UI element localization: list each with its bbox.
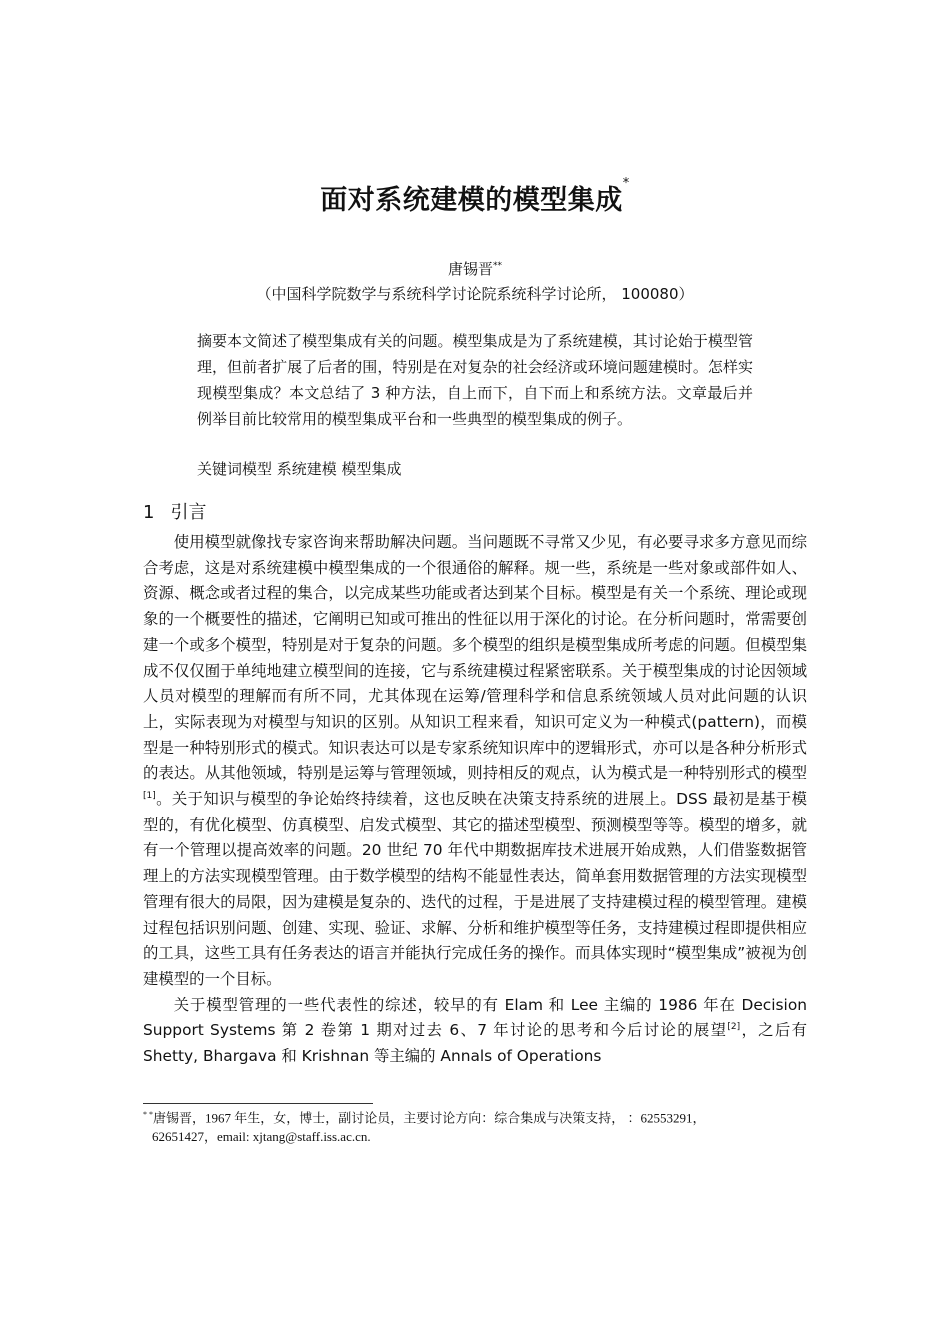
paragraph-2-part-1: 关于模型管理的一些代表性的综述，较早的有 Elam 和 Lee 主编的 1986 年在 Decision Support Systems 第 2 卷第 1 期对过去 6、7 年讨论的思考和今后讨论的展望: [143, 995, 807, 1040]
section-title: 引言: [170, 502, 207, 523]
paragraph-1-part-1: 使用模型就像找专家咨询来帮助解决问题。当问题既不寻常又少见，有必要寻求多方意见而综合考虑，这是对系统建模中模型集成的一个很通俗的解释。规一些，系统是一些对象或部件如人、资源、概念或者过程的集合，以完成某些功能或者达到某个目标。模型是有关一个系统、理论或现象的一个概要性的描述，它阐明已知或可推出的性征以用于深化的讨论。在分析问题时，常需要创建一个或多个模型，特别是对于复杂的问题。多个模型的组织是模型集成所考虑的问题。但模型集成不仅仅囿于单纯地建立模型间的连接，它与系统建模过程紧密联系。关于模型集成的讨论因领域人员对模型的理解而有所不同，尤其体现在运筹/管理科学和信息系统领域人员对此问题的认识上，实际表现为对模型与知识的区别。从知识工程来看，知识可定义为一种模式(pattern)，而模型是一种特别形式的模式。知识表达可以是专家系统知识库中的逻辑形式，亦可以是各种分析形式的表达。从其他领域，特别是运筹与管理领域，则持相反的观点，认为模式是一种特别形式的模型: [143, 533, 807, 783]
abstract: 摘要本文简述了模型集成有关的问题。模型集成是为了系统建模，其讨论始于模型管理，但前者扩展了后者的围，特别是在对复杂的社会经济或环境问题建模时。怎样实现模型集成？本文总结了 3 种方法，自上而下，自下而上和系统方法。文章最后并例举目前比较常用的模型集成平台和一些典型的模型集成的例子。: [197, 332, 753, 428]
footnote: [143, 1105, 807, 1146]
author-name: 唐锡晋: [447, 260, 493, 278]
section-number: 1: [143, 502, 155, 523]
paragraph-1: [143, 530, 807, 993]
affiliation: （中国科学院数学与系统科学讨论院系统科学讨论所， 100080）: [256, 285, 694, 303]
footnote-line-1: [143, 1105, 807, 1127]
footnote-divider: [143, 1103, 373, 1104]
body-text: [143, 530, 807, 1070]
paragraph-2-part-2: ，之后有 Shetty, Bhargava 和 Krishnan 等主编的 Annals of Operations: [143, 1021, 807, 1066]
footnote-mark: * *: [143, 1110, 153, 1119]
footnote-text-1: 唐锡晋，1967 年生，女，博士，副讨论员，主要讨论方向：综合集成与决策支持， ：62553291，: [153, 1110, 706, 1126]
citation-2: [2]: [727, 1022, 741, 1033]
title-footnote-mark: *: [622, 176, 630, 191]
footnote-line-2: 62651427，email: xjtang@staff.iss.ac.cn.: [152, 1129, 371, 1145]
citation-1: [1]: [143, 790, 156, 801]
keywords: 关键词模型 系统建模 模型集成: [197, 460, 402, 478]
author-line: [0, 258, 950, 279]
title-text: 面对系统建模的模型集成: [320, 185, 623, 216]
author-footnote-mark: **: [493, 261, 502, 271]
paper-title: [0, 178, 950, 217]
section-heading: [143, 498, 206, 524]
paragraph-1-part-2: 。关于知识与模型的争论始终持续着，这也反映在决策支持系统的进展上。DSS 最初是基于模型的，有优化模型、仿真模型、启发式模型、其它的描述型模型、预测模型等等。模型的增多，就有一个管理以提高效率的问题。20 世纪 70 年代中期数据库技术进展开始成熟，人们借鉴数据管理上的方法实现模型管理。由于数学模型的结构不能显性表达，简单套用数据管理的方法实现模型管理有很大的局限，因为建模是复杂的、迭代的过程，于是进展了支持建模过程的模型管理。建模过程包括识别问题、创建、实现、验证、求解、分析和维护模型等任务，支持建模过程即提供相应的工具，这些工具有任务表达的语言并能执行完成任务的操作。而具体实现时“模型集成”被视为创建模型的一个目标。: [143, 790, 807, 988]
paragraph-2: [143, 993, 807, 1070]
